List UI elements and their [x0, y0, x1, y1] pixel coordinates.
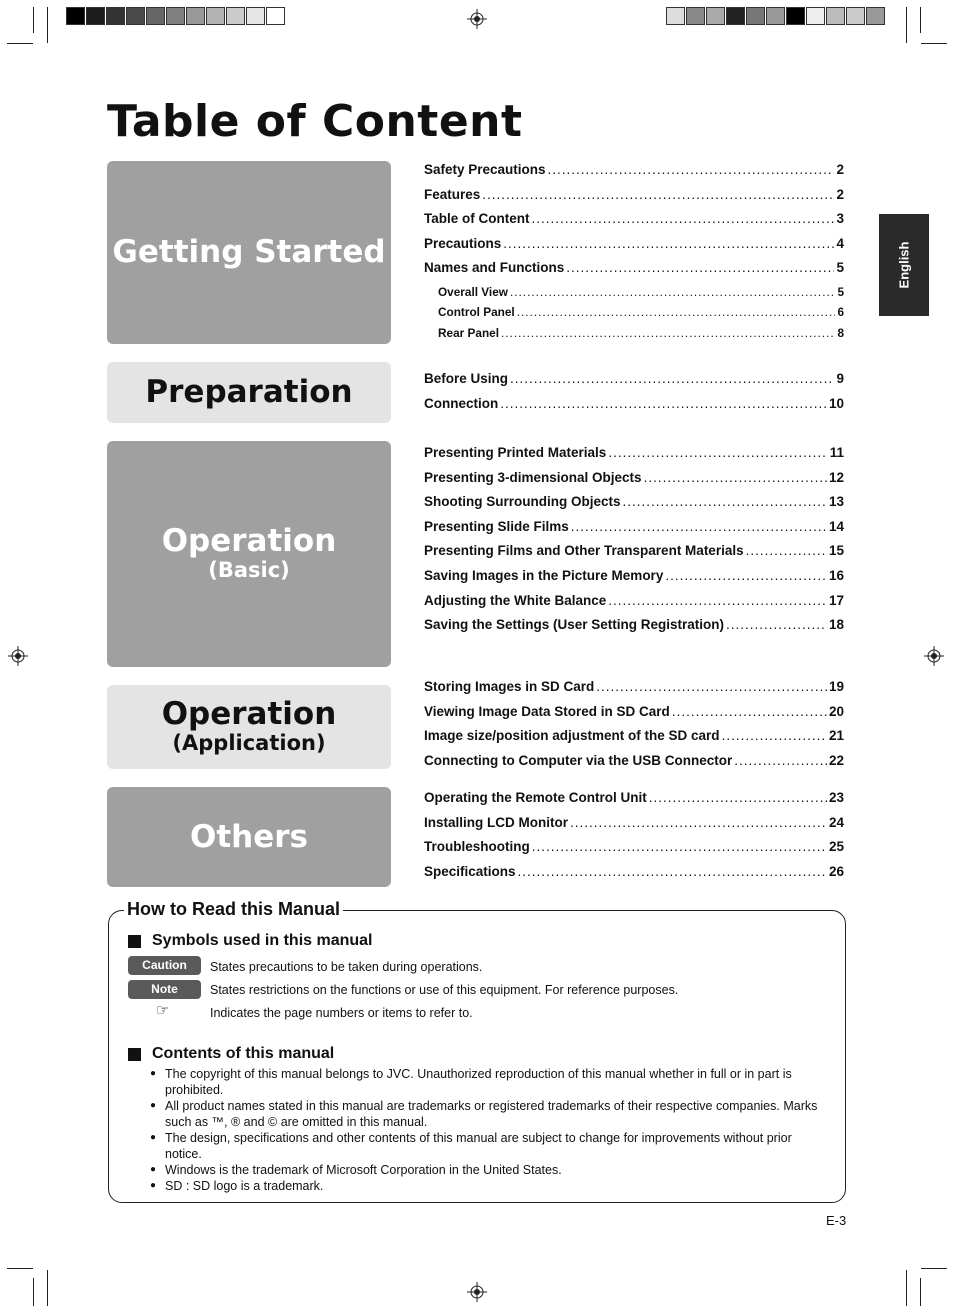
- square-bullet-icon: [128, 935, 141, 948]
- crop-mark: [921, 1268, 947, 1269]
- toc-entry-page: 2: [836, 162, 844, 177]
- toc-entry-page: 4: [836, 235, 844, 251]
- toc-entry[interactable]: [424, 617, 844, 642]
- toc-entry-label: Shooting Surrounding Objects: [424, 494, 621, 510]
- section-preparation: Preparation: [107, 362, 391, 423]
- toc-entry[interactable]: [424, 285, 844, 306]
- toc-leader-dots: [500, 396, 827, 411]
- list-item: ● All product names stated in this manual are trademarks or registered trademarks of their respective companies. Marks such as ™, ® and © are omitted in this manual.: [150, 1098, 830, 1130]
- toc-entry[interactable]: [424, 753, 844, 778]
- toc-entry-page: 24: [828, 814, 844, 830]
- toc-leader-dots: [482, 187, 834, 202]
- toc-entry-page: 21: [828, 728, 844, 744]
- contents-bullets: [150, 1066, 830, 1194]
- toc-entry-label: Operating the Remote Control Unit: [424, 790, 647, 805]
- toc-leader-dots: [518, 864, 827, 879]
- toc-entry-label: Names and Functions: [424, 260, 565, 276]
- toc-entry-page: 9: [836, 371, 844, 386]
- toc-leader-dots: [596, 679, 827, 694]
- toc-entry-label: Control Panel: [438, 305, 515, 320]
- page-title: Table of Content: [107, 96, 523, 147]
- reference-description: Indicates the page numbers or items to refer to.: [210, 1006, 473, 1020]
- toc-group-operation-application: [424, 679, 844, 777]
- toc-entry-label: Presenting Films and Other Transparent Materials: [424, 543, 744, 559]
- list-item: ● SD : SD logo is a trademark.: [150, 1178, 830, 1194]
- toc-entry-label: Presenting Slide Films: [424, 518, 569, 534]
- toc-leader-dots: [532, 839, 827, 854]
- toc-entry-label: Saving the Settings (User Setting Registration): [424, 617, 725, 633]
- toc-leader-dots: [608, 593, 827, 608]
- toc-entry-page: 22: [828, 752, 844, 768]
- toc-entry-label: Installing LCD Monitor: [424, 814, 568, 830]
- crop-mark: [47, 1270, 48, 1306]
- toc-entry[interactable]: [424, 543, 844, 568]
- toc-leader-dots: [503, 236, 834, 251]
- toc-entry-page: 26: [828, 863, 844, 879]
- crop-mark: [7, 1268, 33, 1269]
- toc-entry-label: Safety Precautions: [424, 162, 546, 177]
- toc-entry-page: 17: [828, 592, 844, 608]
- crop-mark: [47, 7, 48, 43]
- toc-entry[interactable]: [424, 305, 844, 326]
- toc-group-others: [424, 790, 844, 888]
- toc-entry-label: Precautions: [424, 235, 502, 251]
- toc-leader-dots: [734, 753, 827, 768]
- contents-heading: Contents of this manual: [128, 1045, 334, 1063]
- toc-entry[interactable]: [424, 679, 844, 704]
- page-number: E-3: [826, 1213, 847, 1228]
- toc-entry[interactable]: [424, 815, 844, 840]
- toc-entry-page: 11: [829, 445, 844, 460]
- toc-entry-page: 18: [828, 617, 844, 633]
- section-others: Others: [107, 787, 391, 887]
- toc-entry-label: Viewing Image Data Stored in SD Card: [424, 703, 670, 719]
- registration-mark-icon: [8, 646, 28, 666]
- toc-entry-page: 25: [828, 839, 844, 855]
- toc-entry-label: Connection: [424, 395, 499, 411]
- toc-entry[interactable]: [424, 864, 844, 889]
- toc-entry[interactable]: [424, 728, 844, 753]
- caution-description: States precautions to be taken during operations.: [210, 960, 483, 974]
- toc-group-getting-started: [424, 162, 844, 346]
- toc-leader-dots: [722, 728, 827, 743]
- language-tab: English: [879, 214, 929, 316]
- toc-entry-label: Specifications: [424, 863, 516, 879]
- toc-leader-dots: [726, 617, 827, 632]
- toc-entry[interactable]: [424, 704, 844, 729]
- toc-leader-dots: [623, 494, 827, 509]
- list-item: ● The copyright of this manual belongs to JVC. Unauthorized reproduction of this manual whether in full or in part is prohibited.: [150, 1066, 830, 1098]
- crop-mark: [920, 1278, 921, 1306]
- square-bullet-icon: [128, 1048, 141, 1061]
- crop-mark: [906, 1270, 907, 1306]
- toc-entry-label: Features: [424, 186, 481, 202]
- registration-mark-icon: [467, 9, 487, 29]
- toc-entry-page: 15: [828, 543, 844, 559]
- toc-entry-page: 12: [828, 469, 844, 485]
- toc-leader-dots: [570, 815, 827, 830]
- toc-entry-page: 19: [828, 679, 844, 694]
- toc-entry-label: Presenting 3-dimensional Objects: [424, 469, 642, 485]
- toc-entry-label: Troubleshooting: [424, 839, 530, 855]
- toc-entry-label: Overall View: [438, 284, 508, 299]
- caution-badge: Caution: [128, 956, 201, 975]
- toc-entry[interactable]: [424, 568, 844, 593]
- reference-pointer-icon: ☞: [156, 1002, 170, 1019]
- toc-leader-dots: [571, 519, 827, 534]
- toc-group-preparation: [424, 371, 844, 420]
- how-to-read-title: How to Read this Manual: [124, 899, 343, 920]
- toc-leader-dots: [566, 260, 834, 275]
- toc-entry-page: 8: [837, 325, 844, 340]
- toc-entry-page: 2: [836, 186, 844, 202]
- toc-entry-page: 14: [828, 518, 844, 534]
- list-item: ● The design, specifications and other contents of this manual are subject to change for improvements without prior notice.: [150, 1130, 830, 1162]
- toc-entry[interactable]: [424, 211, 844, 236]
- toc-entry[interactable]: [424, 494, 844, 519]
- toc-entry[interactable]: [424, 790, 844, 815]
- crop-mark: [33, 1278, 34, 1306]
- toc-leader-dots: [548, 162, 835, 177]
- toc-entry-label: Storing Images in SD Card: [424, 679, 595, 694]
- toc-entry[interactable]: [424, 260, 844, 285]
- toc-entry-label: Image size/position adjustment of the SD card: [424, 728, 720, 744]
- note-badge: Note: [128, 980, 201, 999]
- toc-entry[interactable]: [424, 162, 844, 187]
- toc-entry-page: 16: [828, 567, 844, 583]
- toc-leader-dots: [501, 326, 835, 340]
- toc-leader-dots: [644, 470, 827, 485]
- toc-entry-label: Saving Images in the Picture Memory: [424, 567, 664, 583]
- toc-entry[interactable]: [424, 593, 844, 618]
- toc-leader-dots: [665, 568, 827, 583]
- toc-leader-dots: [672, 704, 827, 719]
- toc-entry-page: 6: [837, 305, 844, 320]
- toc-entry-label: Adjusting the White Balance: [424, 592, 607, 608]
- registration-mark-icon: [467, 1282, 487, 1302]
- toc-leader-dots: [746, 543, 827, 558]
- toc-entry-label: Before Using: [424, 371, 509, 386]
- toc-entry-page: 5: [837, 284, 844, 299]
- section-operation-basic: Operation (Basic): [107, 441, 391, 667]
- list-item: ● Windows is the trademark of Microsoft Corporation in the United States.: [150, 1162, 830, 1178]
- toc-entry[interactable]: [424, 519, 844, 544]
- crop-mark: [7, 43, 33, 44]
- toc-entry-page: 23: [828, 790, 844, 805]
- crop-mark: [920, 7, 921, 33]
- registration-mark-icon: [924, 646, 944, 666]
- toc-entry[interactable]: [424, 326, 844, 347]
- note-description: States restrictions on the functions or use of this equipment. For reference purposes.: [210, 983, 679, 997]
- toc-entry-label: Presenting Printed Materials: [424, 445, 607, 460]
- section-operation-application: Operation (Application): [107, 685, 391, 769]
- toc-leader-dots: [532, 211, 835, 226]
- toc-entry[interactable]: [424, 470, 844, 495]
- section-getting-started: Getting Started: [107, 161, 391, 344]
- toc-entry[interactable]: [424, 236, 844, 261]
- toc-leader-dots: [517, 305, 836, 319]
- crop-mark: [33, 7, 34, 33]
- crop-mark: [921, 43, 947, 44]
- crop-mark: [906, 7, 907, 43]
- toc-leader-dots: [608, 445, 827, 460]
- toc-entry[interactable]: [424, 396, 844, 421]
- toc-entry-label: Connecting to Computer via the USB Connector: [424, 752, 733, 768]
- toc-entry[interactable]: [424, 371, 844, 396]
- toc-leader-dots: [510, 285, 835, 299]
- toc-entry-label: Table of Content: [424, 211, 530, 227]
- toc-entry-page: 20: [828, 703, 844, 719]
- toc-entry[interactable]: [424, 187, 844, 212]
- toc-entry-page: 13: [828, 494, 844, 510]
- toc-entry[interactable]: [424, 839, 844, 864]
- toc-leader-dots: [510, 371, 834, 386]
- toc-leader-dots: [649, 790, 827, 805]
- symbols-heading: Symbols used in this manual: [128, 932, 373, 950]
- toc-entry-label: Rear Panel: [438, 325, 499, 340]
- toc-group-operation-basic: [424, 445, 844, 642]
- toc-entry-page: 3: [836, 211, 844, 227]
- toc-entry-page: 5: [836, 260, 844, 276]
- toc-entry-page: 10: [828, 395, 844, 411]
- toc-entry[interactable]: [424, 445, 844, 470]
